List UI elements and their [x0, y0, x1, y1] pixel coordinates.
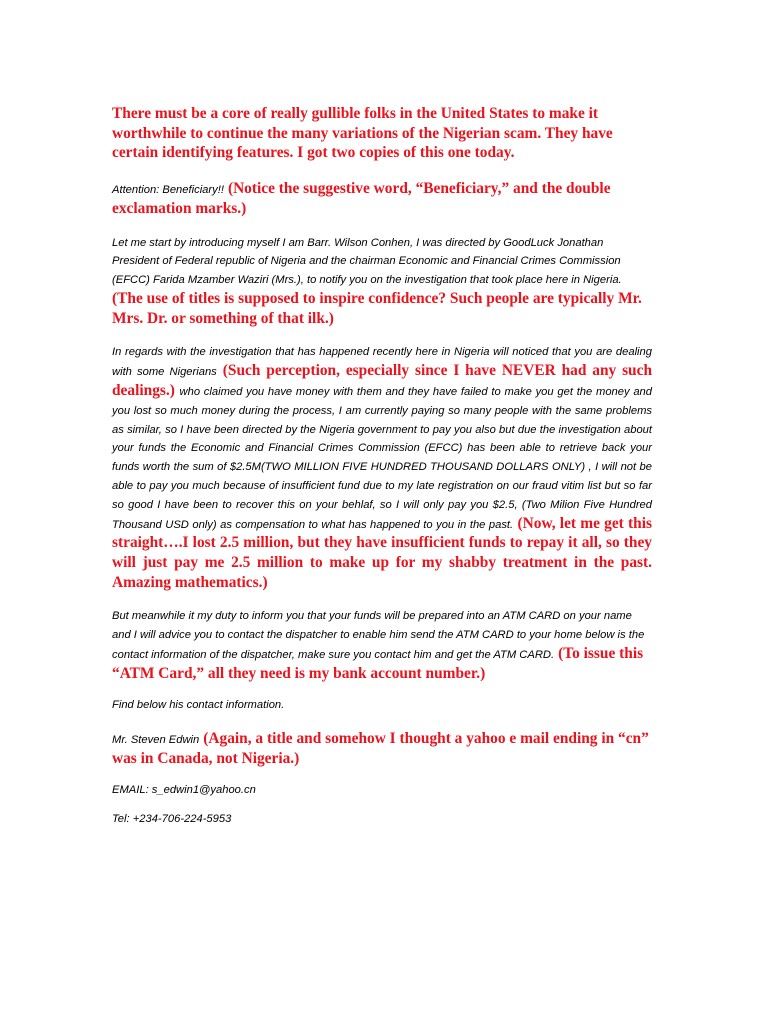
introduction-paragraph: [112, 233, 652, 329]
letter-text: But meanwhile it my duty to inform you that your funds will be prepared into an ATM CARD on your name and I will advice you to contact the dispatcher to enable him send the ATM CARD to your home below is the contact information of the dispatcher, make sure you contact him and get the ATM CARD.: [112, 610, 645, 662]
comment-text: (Notice the suggestive word, “Beneficiary,” and the double exclamation marks.): [112, 180, 611, 217]
email-line: EMAIL: s_edwin1@yahoo.cn: [112, 783, 256, 796]
letter-text: Attention: Beneficiary!!: [112, 184, 224, 197]
investigation-paragraph: [112, 342, 652, 592]
comment-text: (Now, let me get this straight….I lost 2.5 million, but they have insufficient funds to repay it all, so they will just pay me 2.5 million to make up for my shabby treatment in the past. Amazing mathematics.): [112, 514, 652, 591]
document-body: [112, 104, 652, 827]
telephone-line: Tel: +234-706-224-5953: [112, 812, 232, 825]
letter-text: In regards with the investigation that has happened recently here in Nigeria will noticed that you are dealing with some Nigerians: [112, 346, 652, 379]
comment-text: (Such perception, especially since I have NEVER had any such dealings.): [112, 362, 653, 399]
comment-text: (To issue this “ATM Card,” all they need is my bank account number.): [112, 645, 644, 682]
letter-text: Let me start by introducing myself I am Barr. Wilson Conhen, I was directed by GoodLuck Jonathan President of Federal republic of Nigeria and the chairman Economic and Financial Crimes Commission (EFCC) Farida Mzamber Waziri (Mrs.), to notify you on the investigation that took place here in Nigeria.: [112, 236, 622, 287]
atm-card-paragraph: [112, 606, 652, 683]
letter-text: who claimed you have money with them and they have failed to make you get the money and you lost so much money during the process, I am currently paying so many people with the same problems as similar, so I have been directed by the Nigeria government to pay you also but due the investigation about your funds the Economic and Financial Crimes Commission (EFCC) has been able to retrieve back your funds worth the sum of $2.5M(TWO MILLION FIVE HUNDRED THOUSAND DOLLARS ONLY) , I will not be able to pay you much because of insufficient fund due to my late registration on our fraud vitim list but so far so good I have been to recover this on your behlaf, so I will only pay you $2.5, (Two Milion Five Hundred Thousand USD only) as compensation to what has happened to you in the past.: [112, 386, 652, 531]
attention-paragraph: [112, 179, 652, 219]
letter-text: Mr. Steven Edwin: [112, 734, 200, 747]
comment-text: (The use of titles is supposed to inspire confidence? Such people are typically Mr. Mrs. Dr. or something of that ilk.): [112, 290, 642, 327]
intro-paragraph: There must be a core of really gullible folks in the United States to make it worthwhile to continue the many variations of the Nigerian scam. They have certain identifying features. I got two copies of this one today.: [112, 105, 613, 162]
find-contact-line: Find below his contact information.: [112, 698, 285, 711]
comment-text: (Again, a title and somehow I thought a yahoo e mail ending in “cn” was in Canada, not Nigeria.): [112, 730, 649, 768]
contact-name-paragraph: [112, 729, 652, 769]
